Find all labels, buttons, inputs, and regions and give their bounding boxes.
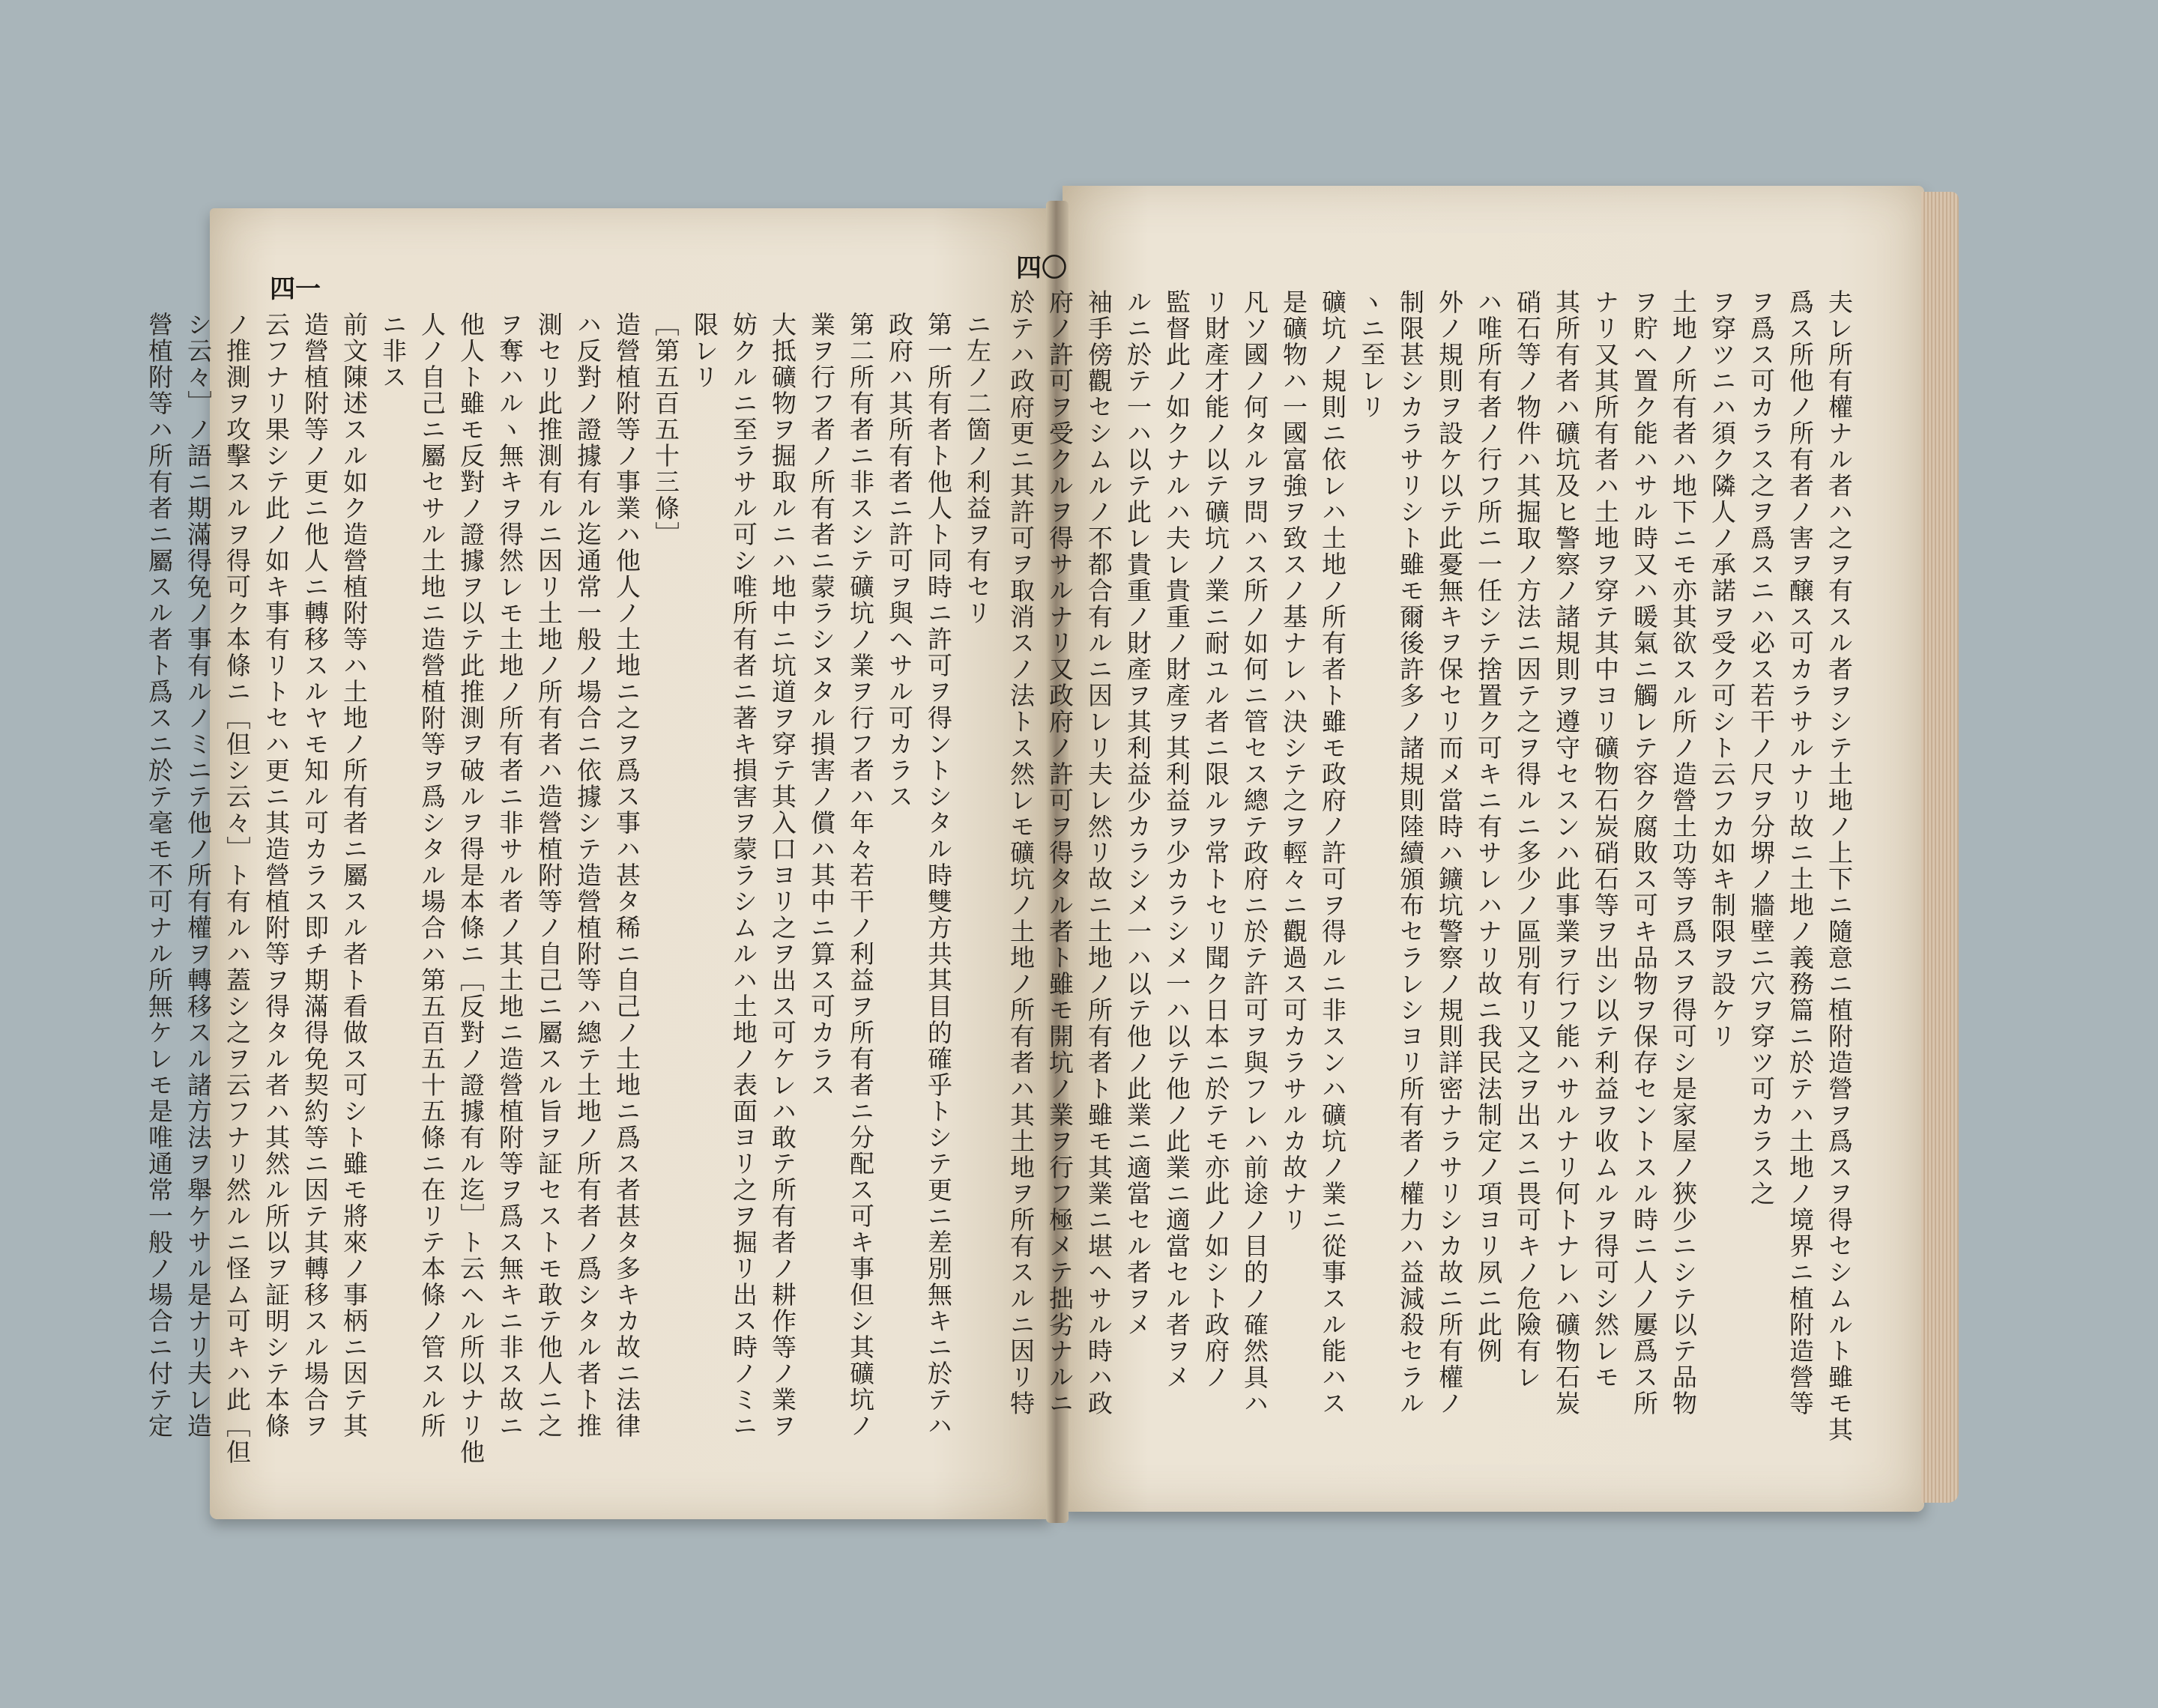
text-column: 硝石等ノ物件ハ其掘取ノ方法ニ因テ之ヲ得ルニ多少ノ區別有リ又之ヲ出スニ畏可キノ危險有レ bbox=[1513, 289, 1542, 1390]
text-column: 制限甚シカラサリシト雖モ爾後許多ノ諸規則陸續頒布セラレシヨリ所有者ノ權力ハ益減殺セラル bbox=[1396, 289, 1425, 1417]
text-column: 外ノ規則ヲ設ケ以テ此憂無キヲ保セリ而メ當時ハ鑛坑警察ノ規則詳密ナラサリシカ故ニ所有權ノ bbox=[1435, 289, 1464, 1417]
text-column: ヲ奪ハルヽ無キヲ得然レモ土地ノ所有者ニ非サル者ノ其土地ニ造營植附等ヲ爲ス無キニ非ス故ニ bbox=[495, 312, 525, 1439]
text-column: 監督此ノ如クナルハ夫レ貴重ノ財產ヲ其利益ヲ少カラシメ一ハ以テ他ノ此業ニ適當セル者ヲメ bbox=[1162, 289, 1191, 1390]
text-column: 妨クルニ至ラサル可シ唯所有者ニ著キ損害ヲ蒙ラシムルハ土地ノ表面ヨリ之ヲ掘リ出ス時ノミニ bbox=[729, 312, 758, 1439]
text-column: 政府ハ其所有者ニ許可ヲ與ヘサル可カラス bbox=[885, 312, 914, 810]
text-column: 業ヲ行フ者ノ所有者ニ蒙ラシヌタル損害ノ償ハ其中ニ算ス可カラス bbox=[807, 312, 836, 1098]
text-column: ナリ又其所有者ハ土地ヲ穿テ其中ヨリ礦物石炭硝石等ヲ出シ以テ利益ヲ收ムルヲ得可シ然レモ bbox=[1591, 289, 1620, 1390]
text-column: 於テハ政府更ニ其許可ヲ取消スノ法トス然レモ礦坑ノ土地ノ所有者ハ其土地ヲ所有スルニ因リ特 bbox=[1006, 289, 1036, 1417]
text-column: 營植附等ハ所有者ニ屬スル者ト爲スニ於テ毫モ不可ナル所無ケレモ是唯通常一般ノ場合ニ付テ定 bbox=[145, 312, 174, 1439]
text-column: 第二所有者ニ非スシテ礦坑ノ業ヲ行フ者ハ年々若干ノ利益ヲ所有者ニ分配ス可キ事但シ其礦坑ノ bbox=[846, 312, 875, 1439]
text-column: 爲ス所他ノ所有者ノ害ヲ醸ス可カラサルナリ故ニ土地ノ義務篇ニ於テハ土地ノ境界ニ植附造營等 bbox=[1786, 289, 1815, 1417]
text-column: 府ノ許可ヲ受クルヲ得サルナリ又政府ノ許可ヲ得タル者ト雖モ開坑ノ業ヲ行フ極メテ拙劣ナルニ bbox=[1045, 289, 1075, 1417]
text-column: 第一所有者ト他人ト同時ニ許可ヲ得ントシタル時雙方共其目的確乎トシテ更ニ差別無キニ於テハ bbox=[924, 312, 953, 1439]
text-column: ハ反對ノ證據有ル迄通常一般ノ場合ニ依據シテ造營植附等ハ總テ土地ノ所有者ノ爲シタル者ト推 bbox=[573, 312, 602, 1439]
open-book bbox=[145, 186, 1963, 1527]
text-column: 礦坑ノ規則ニ依レハ土地ノ所有者ト雖モ政府ノ許可ヲ得ルニ非スンハ礦坑ノ業ニ從事スル能ハス bbox=[1318, 289, 1347, 1417]
text-column: 凡ソ國ノ何タルヲ問ハス所ノ如何ニ管セス總テ政府ニ於テ許可ヲ與フレハ前途ノ目的ノ確然具ハ bbox=[1240, 289, 1269, 1417]
text-column: 其所有者ハ礦坑及ヒ警察ノ諸規則ヲ遵守セスンハ此事業ヲ行フ能ハサルナリ何トナレハ礦物石炭 bbox=[1552, 289, 1581, 1417]
text-column: ヽニ至レリ bbox=[1357, 289, 1386, 420]
text-column: 測セリ此推測有ルニ因リ土地ノ所有者ハ造營植附等ノ自己ニ屬スル旨ヲ証セストモ敢テ他人ニ之 bbox=[534, 312, 563, 1439]
text-column: ニ左ノ二箇ノ利益ヲ有セリ bbox=[963, 312, 992, 626]
text-column: 大抵礦物ヲ掘取ルニハ地中ニ坑道ヲ穿テ其入口ヨリ之ヲ出ス可ケレハ敢テ所有者ノ耕作等ノ業ヲ bbox=[768, 312, 797, 1439]
text-column: 造營植附等ノ更ニ他人ニ轉移スルヤモ知ル可カラス即チ期滿得免契約等ニ因テ其轉移スル場合ヲ bbox=[300, 312, 330, 1439]
left-page-text bbox=[145, 312, 997, 1480]
text-column: 土地ノ所有者ハ地下ニモ亦其欲スル所ノ造營土功等ヲ爲スヲ得可シ是家屋ノ狹少ニシテ以テ品物 bbox=[1669, 289, 1698, 1417]
text-column: 是礦物ハ一國富強ヲ致スノ基ナレハ決シテ之ヲ輕々ニ觀過ス可カラサルカ故ナリ bbox=[1279, 289, 1308, 1233]
text-column: 人ノ自己ニ屬セサル土地ニ造營植附等ヲ爲シタル場合ハ第五百五十五條ニ在リテ本條ノ管スル所 bbox=[417, 312, 447, 1439]
right-page-number: 四〇 bbox=[1016, 253, 1067, 283]
text-column: 夫レ所有權ナル者ハ之ヲ有スル者ヲシテ土地ノ上下ニ隨意ニ植附造營ヲ爲スヲ得セシムルト雖モ其 bbox=[1825, 289, 1854, 1443]
text-column: シ云々］ノ語ニ期滿得免ノ事有ルノミニテ他ノ所有權ヲ轉移スル諸方法ヲ舉ケサル是ナリ夫レ造 bbox=[184, 312, 213, 1439]
text-column: ヲ貯ヘ置ク能ハサル時又ハ暖氣ニ觸レテ容ク腐敗ス可キ品物ヲ保存セントスル時ニ人ノ屢爲ス所 bbox=[1630, 289, 1659, 1417]
text-column: 袖手傍觀セシムルノ不都合有ルニ因レリ夫レ然リ故ニ土地ノ所有者ト雖モ其業ニ堪ヘサル時ハ政 bbox=[1084, 289, 1113, 1417]
text-column: ヲ爲ス可カラス之ヲ爲スニハ必ス若干ノ尺ヲ分堺ノ牆壁ニ穴ヲ穿ツ可カラス之 bbox=[1747, 289, 1776, 1207]
text-column: 他人ト雖モ反對ノ證據ヲ以テ此推測ヲ破ルヲ得是本條ニ［反對ノ證據有ル迄］ト云ヘル所以ナリ他 bbox=[456, 312, 486, 1465]
page-edges bbox=[1921, 192, 1959, 1503]
left-page-number: 四一 bbox=[270, 274, 321, 304]
text-column: 造營植附等ノ事業ハ他人ノ土地ニ之ヲ爲ス事ハ甚タ稀ニ自己ノ土地ニ爲ス者甚タ多キカ故ニ法律 bbox=[612, 312, 641, 1439]
text-column: ハ唯所有者ノ行フ所ニ一任シテ捨置ク可キニ有サレハナリ故ニ我民法制定ノ項ヨリ夙ニ此例 bbox=[1474, 289, 1503, 1364]
text-column: ルニ於テ一ハ以テ此レ貴重ノ財產ヲ其利益少カラシメ一ハ以テ他ノ此業ニ適當セル者ヲメ bbox=[1123, 289, 1152, 1338]
text-column: 前文陳述スル如ク造營植附等ハ土地ノ所有者ニ屬スル者ト看做ス可シト雖モ將來ノ事柄ニ因テ其 bbox=[339, 312, 369, 1439]
text-column: ノ推測ヲ攻擊スルヲ得可ク本條ニ［但シ云々］ト有ルハ蓋シ之ヲ云フナリ然ルニ怪ム可キハ此［但 bbox=[223, 312, 252, 1465]
right-page-text bbox=[1006, 289, 1858, 1458]
text-column: 限レリ bbox=[690, 312, 719, 390]
text-column: ［第五百五十三條］ bbox=[651, 312, 680, 548]
text-column: 云フナリ果シテ此ノ如キ事有リトセハ更ニ其造營植附等ヲ得タル者ハ其然ル所以ヲ証明シテ本條 bbox=[262, 312, 291, 1439]
text-column: リ財產才能ノ以テ礦坑ノ業ニ耐ユル者ニ限ルヲ常トセリ聞ク日本ニ於テモ亦此ノ如シト政府ノ bbox=[1201, 289, 1230, 1390]
text-column: ニ非ス bbox=[378, 312, 408, 390]
text-column: ヲ穿ツニハ須ク隣人ノ承諾ヲ受ク可シト云フカ如キ制限ヲ設ケリ bbox=[1708, 289, 1737, 1050]
